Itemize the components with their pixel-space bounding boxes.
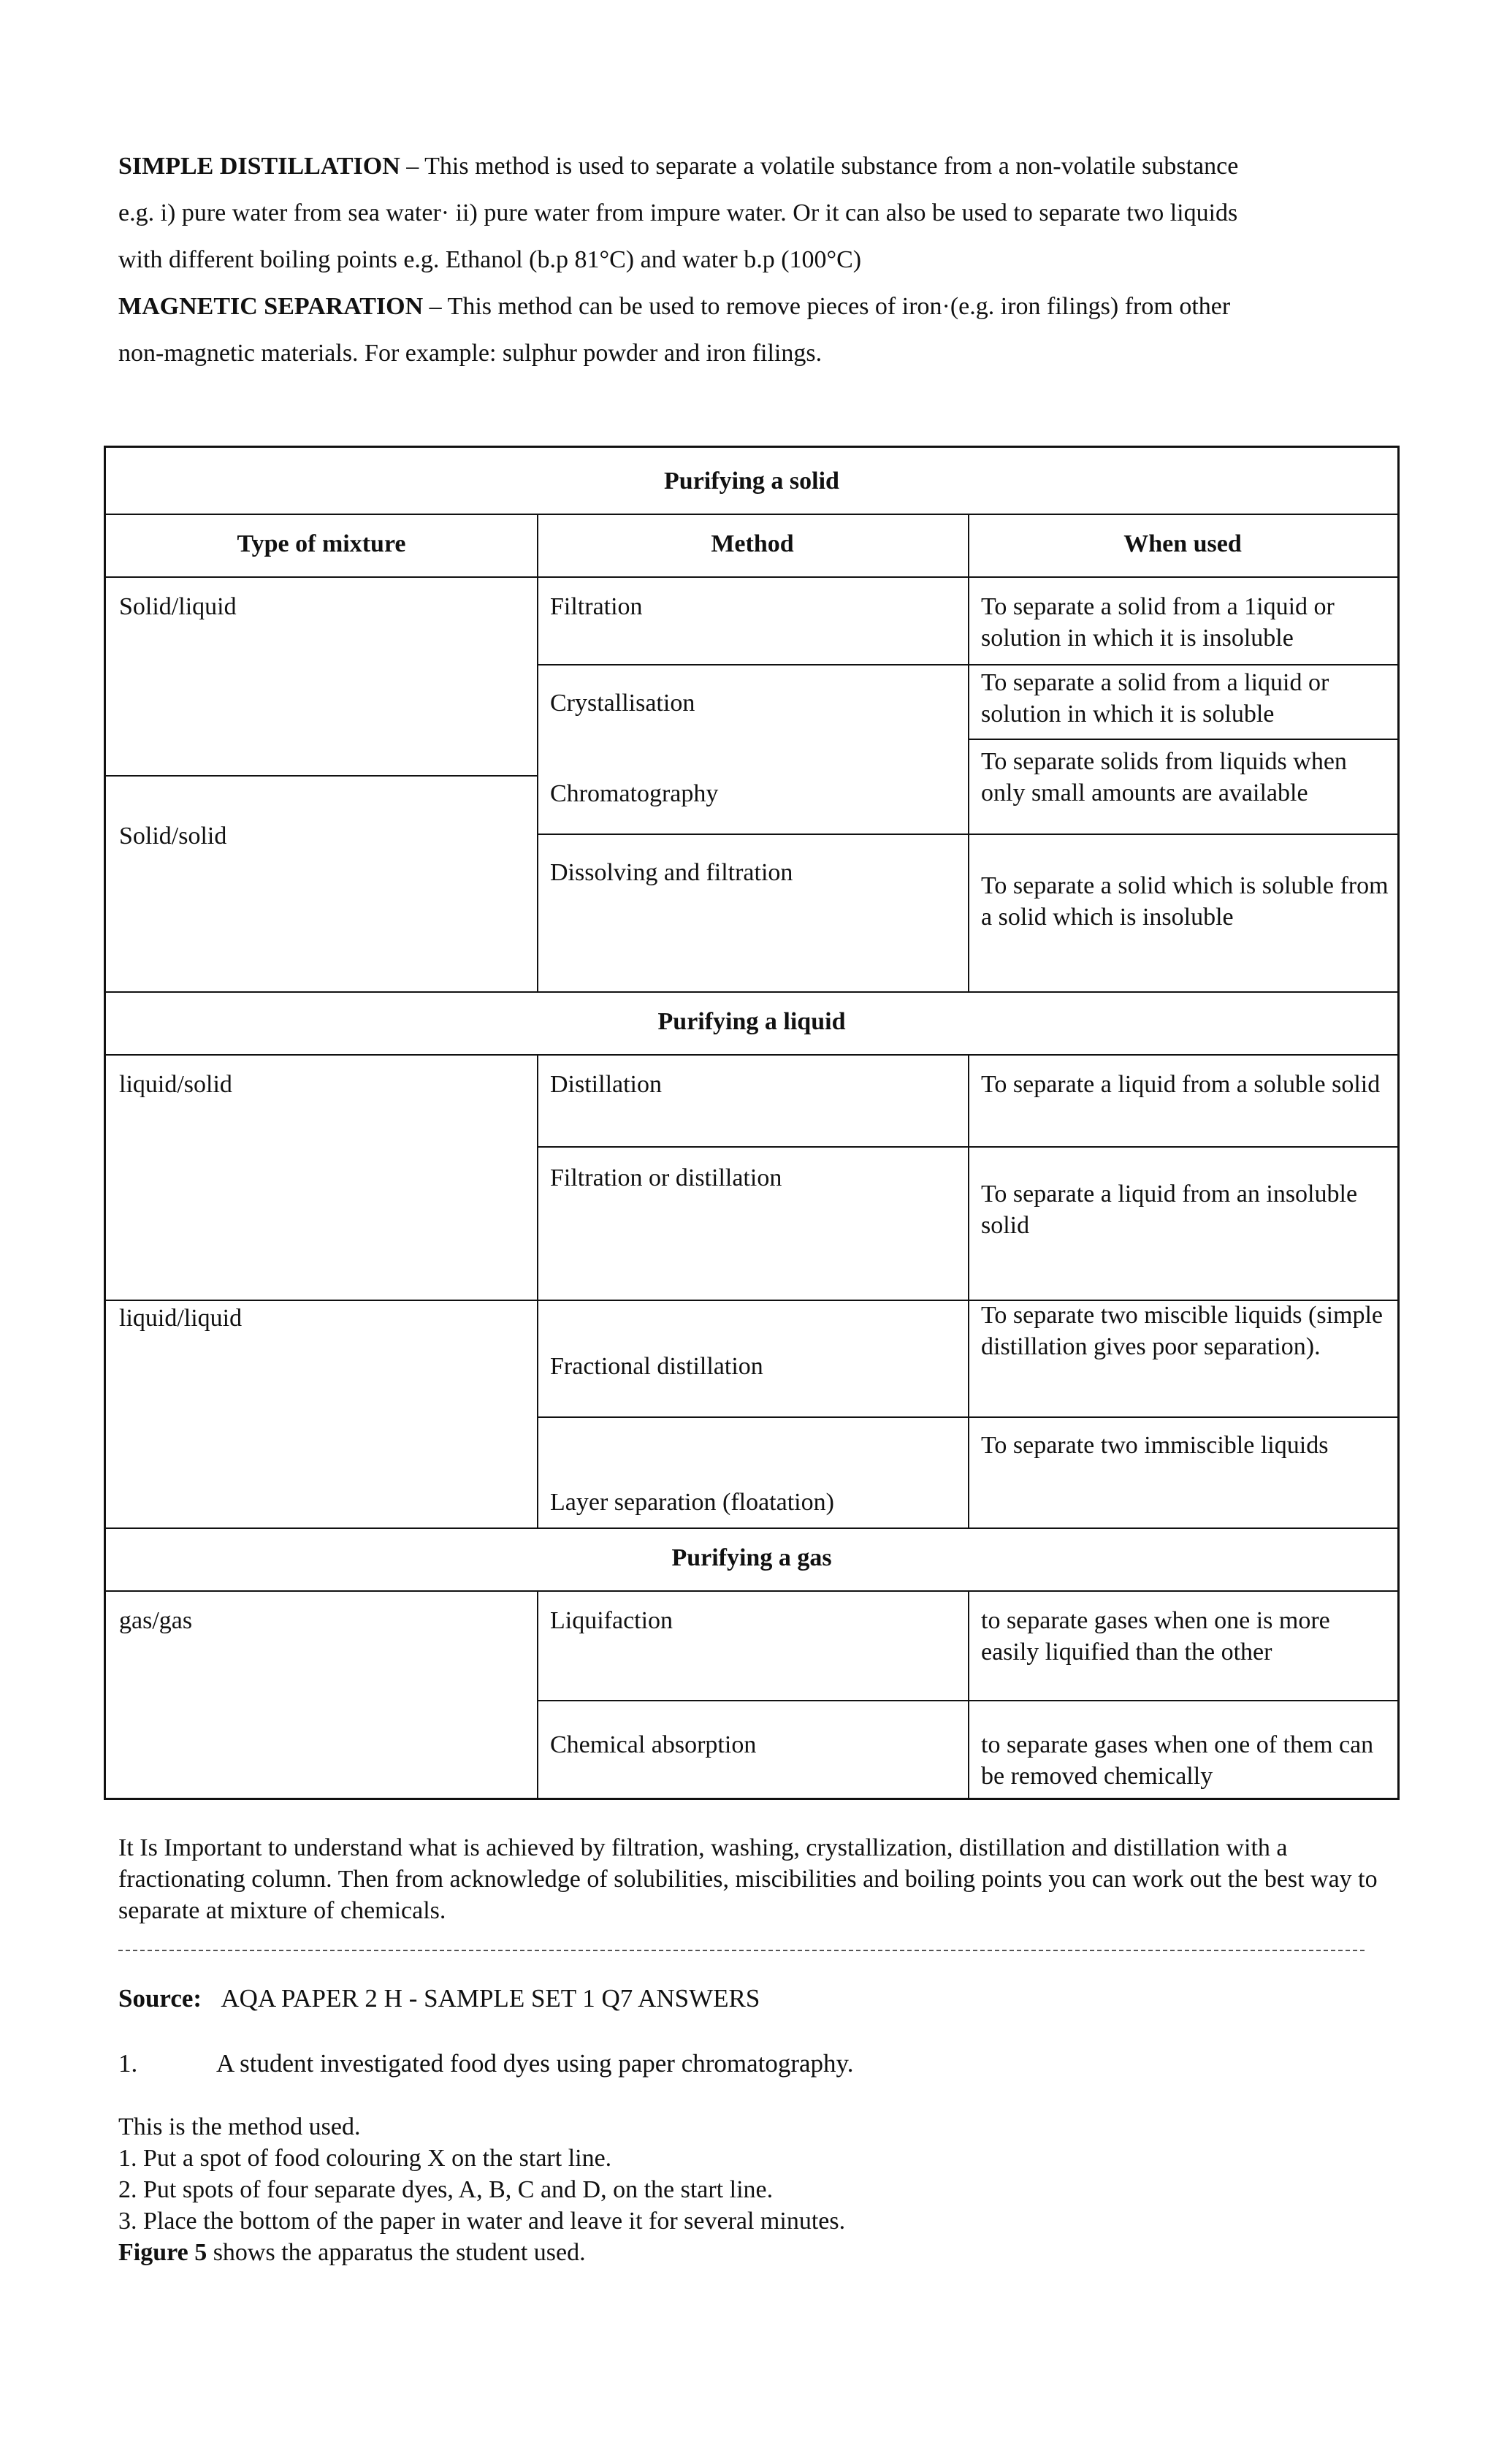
method-intro: This is the method used. bbox=[118, 2113, 361, 2140]
table-rule bbox=[537, 1146, 1397, 1148]
simple-distillation-line-1: SIMPLE DISTILLATION – This method is used to separate a volatile substance from a non-volatile substance bbox=[118, 153, 1239, 180]
figure-caption: Figure 5 shows the apparatus the student used. bbox=[118, 2239, 586, 2266]
magnetic-separation-line-2: non-magnetic materials. For example: sulphur powder and iron filings. bbox=[118, 340, 823, 367]
table-rule bbox=[106, 514, 1397, 515]
question-number: 1. bbox=[118, 2049, 138, 2078]
table-rule bbox=[106, 576, 1397, 578]
table-rule bbox=[106, 991, 1397, 993]
table-rule bbox=[537, 1700, 1397, 1701]
table-rule bbox=[106, 1054, 1397, 1056]
method-filtration-or-distillation: Filtration or distillation bbox=[550, 1164, 782, 1191]
table-rule bbox=[968, 1590, 969, 1798]
table-rule bbox=[537, 1054, 538, 1527]
section-header-solid: Purifying a solid bbox=[664, 468, 839, 495]
method-distillation: Distillation bbox=[550, 1071, 662, 1098]
method-filtration: Filtration bbox=[550, 593, 643, 620]
method-step-3: 3. Place the bottom of the paper in water and leave it for several minutes. bbox=[118, 2208, 846, 2235]
mixture-liquid-solid: liquid/solid bbox=[119, 1071, 232, 1098]
source-text: AQA PAPER 2 H - SAMPLE SET 1 Q7 ANSWERS bbox=[221, 1984, 760, 2013]
table-rule bbox=[968, 739, 1397, 740]
table-rule bbox=[968, 1054, 969, 1527]
source-line bbox=[118, 1984, 760, 2013]
method-fractional-distillation: Fractional distillation bbox=[550, 1353, 763, 1380]
when-chemical-absorption: to separate gases when one of them can be removed chemically bbox=[981, 1731, 1374, 1790]
section-header-liquid: Purifying a liquid bbox=[657, 1008, 846, 1035]
question-text: A student investigated food dyes using paper chromatography. bbox=[216, 2049, 854, 2078]
simple-distillation-title: SIMPLE DISTILLATION bbox=[118, 153, 400, 180]
method-chemical-absorption: Chemical absorption bbox=[550, 1731, 757, 1758]
table-rule bbox=[537, 664, 1397, 665]
method-liquifaction: Liquifaction bbox=[550, 1607, 673, 1634]
column-header-method: Method bbox=[711, 530, 794, 557]
method-step-2: 2. Put spots of four separate dyes, A, B, C and D, on the start line. bbox=[118, 2176, 774, 2203]
dashed-divider bbox=[118, 1950, 1365, 1951]
when-fractional-distillation: To separate two miscible liquids (simple distillation gives poor separation). bbox=[981, 1302, 1384, 1360]
method-chromatography: Chromatography bbox=[550, 780, 719, 807]
mixture-liquid-liquid: liquid/liquid bbox=[119, 1305, 243, 1332]
magnetic-separation-line-1: MAGNETIC SEPARATION – This method can be used to remove pieces of iron·(e.g. iron filings) from other bbox=[118, 293, 1231, 320]
mixture-solid-liquid: Solid/liquid bbox=[119, 593, 237, 620]
method-dissolving-filtration: Dissolving and filtration bbox=[550, 859, 793, 886]
when-filtration-or-distillation: To separate a liquid from an insoluble solid bbox=[981, 1180, 1358, 1239]
summary-paragraph: It Is Important to understand what is achieved by filtration, washing, crystallization, distillation and distillation with a fractionating column. Then from acknowledge of solubilities, miscibilities and boiling points you can work out the best way to separate at mixture of chemicals. bbox=[118, 1834, 1378, 1924]
source-label: Source: bbox=[118, 1984, 202, 2013]
column-header-type: Type of mixture bbox=[237, 530, 406, 557]
mixture-gas-gas: gas/gas bbox=[119, 1607, 193, 1634]
figure-label: Figure 5 bbox=[118, 2239, 207, 2266]
method-steps bbox=[118, 2111, 845, 2268]
when-layer-separation: To separate two immiscible liquids bbox=[981, 1432, 1329, 1459]
table-rule bbox=[537, 514, 538, 991]
column-header-when: When used bbox=[1123, 530, 1242, 557]
table-rule bbox=[106, 1527, 1397, 1529]
method-layer-separation: Layer separation (floatation) bbox=[550, 1489, 834, 1516]
when-dissolving-filtration: To separate a solid which is soluble from a solid which is insoluble bbox=[981, 872, 1389, 931]
simple-distillation-line-3: with different boiling points e.g. Ethanol (b.p 81°C) and water b.p (100°C) bbox=[118, 246, 862, 273]
mixture-solid-solid: Solid/solid bbox=[119, 823, 227, 850]
section-header-gas: Purifying a gas bbox=[671, 1544, 832, 1571]
table-rule bbox=[106, 775, 537, 777]
when-liquifaction: to separate gases when one is more easily liquified than the other bbox=[981, 1607, 1330, 1666]
simple-distillation-line-2: e.g. i) pure water from sea water· ii) pure water from impure water. Or it can also be used to separate two liquids bbox=[118, 199, 1238, 226]
when-chromatography: To separate solids from liquids when only small amounts are available bbox=[981, 748, 1347, 806]
method-crystallisation: Crystallisation bbox=[550, 690, 695, 717]
method-step-1: 1. Put a spot of food colouring X on the start line. bbox=[118, 2145, 612, 2172]
separation-methods-table bbox=[104, 446, 1400, 1800]
table-rule bbox=[537, 1416, 1397, 1418]
table-rule bbox=[968, 514, 969, 991]
table-rule bbox=[537, 1590, 538, 1798]
magnetic-separation-title: MAGNETIC SEPARATION bbox=[118, 293, 424, 320]
table-rule bbox=[537, 834, 1397, 835]
when-distillation: To separate a liquid from a soluble solid bbox=[981, 1071, 1381, 1098]
intro-section bbox=[118, 143, 1389, 377]
when-crystallisation: To separate a solid from a liquid or solution in which it is soluble bbox=[981, 669, 1329, 728]
table-rule bbox=[106, 1590, 1397, 1592]
when-filtration: To separate a solid from a 1iquid or solution in which it is insoluble bbox=[981, 593, 1335, 652]
